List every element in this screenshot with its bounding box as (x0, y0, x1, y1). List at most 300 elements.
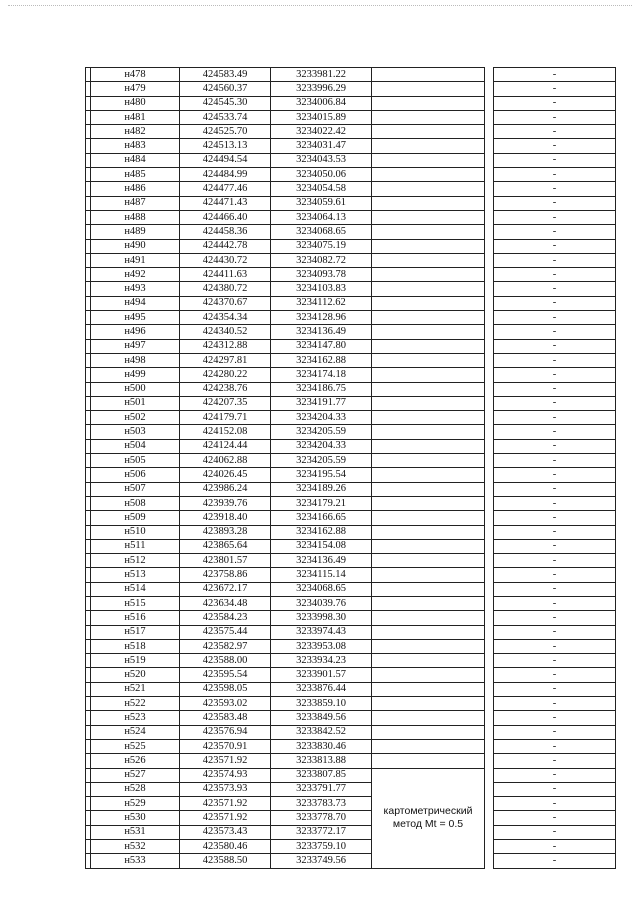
point-id-cell: н499 (91, 368, 180, 382)
x-coordinate-cell: 424471.43 (180, 196, 271, 210)
y-coordinate-cell: 3234022.42 (271, 125, 372, 139)
x-coordinate-cell: 423593.02 (180, 697, 271, 711)
x-coordinate-cell: 424494.54 (180, 153, 271, 167)
point-id-cell: н492 (91, 268, 180, 282)
method-cell (372, 439, 485, 453)
coordinates-sheet (85, 67, 616, 869)
y-coordinate-cell: 3234195.54 (271, 468, 372, 482)
method-cell (372, 153, 485, 167)
y-coordinate-cell: 3233974.43 (271, 625, 372, 639)
table-row (86, 325, 616, 339)
y-coordinate-cell: 3233759.10 (271, 840, 372, 854)
table-row (86, 368, 616, 382)
y-coordinate-cell: 3233859.10 (271, 697, 372, 711)
point-id-cell: н494 (91, 296, 180, 310)
method-cell (372, 253, 485, 267)
point-id-cell: н504 (91, 439, 180, 453)
dash-cell: - (494, 511, 616, 525)
scan-artifact (8, 5, 632, 10)
spacer-cell (485, 596, 494, 610)
spacer-cell (485, 425, 494, 439)
spacer-cell (485, 239, 494, 253)
table-row (86, 282, 616, 296)
point-id-cell: н531 (91, 825, 180, 839)
spacer-cell (485, 654, 494, 668)
point-id-cell: н490 (91, 239, 180, 253)
spacer-cell (485, 139, 494, 153)
point-id-cell: н513 (91, 568, 180, 582)
method-cell (372, 482, 485, 496)
y-coordinate-cell: 3234162.88 (271, 353, 372, 367)
point-id-cell: н518 (91, 639, 180, 653)
method-cell (372, 182, 485, 196)
y-coordinate-cell: 3234154.08 (271, 539, 372, 553)
dash-cell: - (494, 110, 616, 124)
dash-cell: - (494, 225, 616, 239)
y-coordinate-cell: 3234059.61 (271, 196, 372, 210)
y-coordinate-cell: 3234162.88 (271, 525, 372, 539)
y-coordinate-cell: 3234112.62 (271, 296, 372, 310)
table-row (86, 153, 616, 167)
point-id-cell: н478 (91, 68, 180, 82)
point-id-cell: н505 (91, 454, 180, 468)
spacer-cell (485, 411, 494, 425)
table-row (86, 840, 616, 854)
x-coordinate-cell: 424484.99 (180, 168, 271, 182)
dash-cell: - (494, 539, 616, 553)
x-coordinate-cell: 424442.78 (180, 239, 271, 253)
method-cell (372, 754, 485, 768)
method-cell (372, 110, 485, 124)
spacer-cell (485, 539, 494, 553)
table-row (86, 296, 616, 310)
point-id-cell: н525 (91, 739, 180, 753)
method-cell (372, 68, 485, 82)
method-cell (372, 639, 485, 653)
table-row (86, 668, 616, 682)
y-coordinate-cell: 3233791.77 (271, 782, 372, 796)
method-cell (372, 311, 485, 325)
point-id-cell: н526 (91, 754, 180, 768)
x-coordinate-cell: 423588.50 (180, 854, 271, 868)
spacer-cell (485, 496, 494, 510)
spacer-cell (485, 353, 494, 367)
table-row (86, 511, 616, 525)
point-id-cell: н532 (91, 840, 180, 854)
table-row (86, 611, 616, 625)
dash-cell: - (494, 168, 616, 182)
method-cell (372, 739, 485, 753)
point-id-cell: н498 (91, 353, 180, 367)
x-coordinate-cell: 424062.88 (180, 454, 271, 468)
table-row (86, 239, 616, 253)
table-row (86, 639, 616, 653)
method-label-line2: метод Mt = 0.5 (392, 818, 464, 831)
table-row (86, 196, 616, 210)
point-id-cell: н502 (91, 411, 180, 425)
spacer-cell (485, 396, 494, 410)
y-coordinate-cell: 3233813.88 (271, 754, 372, 768)
spacer-cell (485, 811, 494, 825)
method-cell (372, 210, 485, 224)
method-cell (372, 568, 485, 582)
table-row (86, 782, 616, 796)
table-row (86, 739, 616, 753)
point-id-cell: н486 (91, 182, 180, 196)
spacer-cell (485, 454, 494, 468)
table-row (86, 682, 616, 696)
x-coordinate-cell: 424354.34 (180, 311, 271, 325)
method-cell (372, 239, 485, 253)
method-cell (372, 454, 485, 468)
table-row (86, 854, 616, 868)
table-row (86, 768, 616, 782)
table-row (86, 68, 616, 82)
method-cell (372, 382, 485, 396)
y-coordinate-cell: 3234031.47 (271, 139, 372, 153)
point-id-cell: н489 (91, 225, 180, 239)
table-row (86, 82, 616, 96)
method-cell (372, 625, 485, 639)
method-cell (372, 196, 485, 210)
x-coordinate-cell: 424297.81 (180, 353, 271, 367)
point-id-cell: н533 (91, 854, 180, 868)
x-coordinate-cell: 423595.54 (180, 668, 271, 682)
y-coordinate-cell: 3234136.49 (271, 325, 372, 339)
y-coordinate-cell: 3233783.73 (271, 797, 372, 811)
spacer-cell (485, 840, 494, 854)
table-row (86, 825, 616, 839)
point-id-cell: н496 (91, 325, 180, 339)
y-coordinate-cell: 3233849.56 (271, 711, 372, 725)
table-row (86, 582, 616, 596)
y-coordinate-cell: 3233749.56 (271, 854, 372, 868)
point-id-cell: н487 (91, 196, 180, 210)
table-row (86, 96, 616, 110)
method-cell (372, 582, 485, 596)
dash-cell: - (494, 725, 616, 739)
method-merged-cell (372, 768, 485, 868)
x-coordinate-cell: 423573.93 (180, 782, 271, 796)
dash-cell: - (494, 668, 616, 682)
y-coordinate-cell: 3234068.65 (271, 582, 372, 596)
spacer-cell (485, 697, 494, 711)
spacer-cell (485, 339, 494, 353)
method-cell (372, 496, 485, 510)
point-id-cell: н495 (91, 311, 180, 325)
y-coordinate-cell: 3233996.29 (271, 82, 372, 96)
point-id-cell: н521 (91, 682, 180, 696)
table-row (86, 554, 616, 568)
method-cell (372, 682, 485, 696)
table-row (86, 797, 616, 811)
y-coordinate-cell: 3233842.52 (271, 725, 372, 739)
y-coordinate-cell: 3233953.08 (271, 639, 372, 653)
dash-cell: - (494, 296, 616, 310)
point-id-cell: н530 (91, 811, 180, 825)
spacer-cell (485, 325, 494, 339)
spacer-cell (485, 153, 494, 167)
dash-cell: - (494, 439, 616, 453)
dash-cell: - (494, 739, 616, 753)
method-cell (372, 125, 485, 139)
spacer-cell (485, 96, 494, 110)
x-coordinate-cell: 423598.05 (180, 682, 271, 696)
dash-cell: - (494, 768, 616, 782)
dash-cell: - (494, 411, 616, 425)
spacer-cell (485, 582, 494, 596)
dash-cell: - (494, 68, 616, 82)
y-coordinate-cell: 3233807.85 (271, 768, 372, 782)
y-coordinate-cell: 3234179.21 (271, 496, 372, 510)
x-coordinate-cell: 424458.36 (180, 225, 271, 239)
x-coordinate-cell: 424583.49 (180, 68, 271, 82)
point-id-cell: н514 (91, 582, 180, 596)
dash-cell: - (494, 353, 616, 367)
dash-cell: - (494, 382, 616, 396)
spacer-cell (485, 554, 494, 568)
y-coordinate-cell: 3234115.14 (271, 568, 372, 582)
dash-cell: - (494, 139, 616, 153)
dash-cell: - (494, 568, 616, 582)
table-row (86, 654, 616, 668)
spacer-cell (485, 110, 494, 124)
point-id-cell: н493 (91, 282, 180, 296)
method-cell (372, 425, 485, 439)
spacer-cell (485, 739, 494, 753)
method-cell (372, 139, 485, 153)
table-row (86, 110, 616, 124)
x-coordinate-cell: 423576.94 (180, 725, 271, 739)
y-coordinate-cell: 3233830.46 (271, 739, 372, 753)
method-cell (372, 554, 485, 568)
y-coordinate-cell: 3234054.58 (271, 182, 372, 196)
method-cell (372, 697, 485, 711)
x-coordinate-cell: 423588.00 (180, 654, 271, 668)
x-coordinate-cell: 423672.17 (180, 582, 271, 596)
method-cell (372, 282, 485, 296)
y-coordinate-cell: 3234068.65 (271, 225, 372, 239)
spacer-cell (485, 725, 494, 739)
x-coordinate-cell: 423573.43 (180, 825, 271, 839)
table-row (86, 125, 616, 139)
spacer-cell (485, 611, 494, 625)
x-coordinate-cell: 423758.86 (180, 568, 271, 582)
dash-cell: - (494, 425, 616, 439)
spacer-cell (485, 182, 494, 196)
x-coordinate-cell: 423918.40 (180, 511, 271, 525)
x-coordinate-cell: 424466.40 (180, 210, 271, 224)
coordinates-table-body (86, 68, 616, 869)
table-row (86, 711, 616, 725)
spacer-cell (485, 482, 494, 496)
dash-cell: - (494, 582, 616, 596)
x-coordinate-cell: 424513.13 (180, 139, 271, 153)
dash-cell: - (494, 468, 616, 482)
point-id-cell: н506 (91, 468, 180, 482)
spacer-cell (485, 196, 494, 210)
method-cell (372, 611, 485, 625)
method-cell (372, 296, 485, 310)
method-cell (372, 96, 485, 110)
y-coordinate-cell: 3234204.33 (271, 411, 372, 425)
dash-cell: - (494, 482, 616, 496)
point-id-cell: н511 (91, 539, 180, 553)
dash-cell: - (494, 525, 616, 539)
spacer-cell (485, 282, 494, 296)
dash-cell: - (494, 625, 616, 639)
dash-cell: - (494, 282, 616, 296)
spacer-cell (485, 625, 494, 639)
dash-cell: - (494, 311, 616, 325)
spacer-cell (485, 210, 494, 224)
spacer-cell (485, 525, 494, 539)
method-cell (372, 596, 485, 610)
x-coordinate-cell: 424026.45 (180, 468, 271, 482)
x-coordinate-cell: 423580.46 (180, 840, 271, 854)
table-row (86, 525, 616, 539)
dash-cell: - (494, 96, 616, 110)
spacer-cell (485, 568, 494, 582)
y-coordinate-cell: 3234093.78 (271, 268, 372, 282)
x-coordinate-cell: 424525.70 (180, 125, 271, 139)
y-coordinate-cell: 3234043.53 (271, 153, 372, 167)
dash-cell: - (494, 754, 616, 768)
x-coordinate-cell: 424477.46 (180, 182, 271, 196)
point-id-cell: н528 (91, 782, 180, 796)
spacer-cell (485, 82, 494, 96)
point-id-cell: н484 (91, 153, 180, 167)
method-cell (372, 168, 485, 182)
spacer-cell (485, 511, 494, 525)
method-cell (372, 654, 485, 668)
dash-cell: - (494, 782, 616, 796)
x-coordinate-cell: 424312.88 (180, 339, 271, 353)
dash-cell: - (494, 711, 616, 725)
x-coordinate-cell: 424124.44 (180, 439, 271, 453)
y-coordinate-cell: 3234189.26 (271, 482, 372, 496)
table-row (86, 596, 616, 610)
x-coordinate-cell: 424340.52 (180, 325, 271, 339)
point-id-cell: н510 (91, 525, 180, 539)
dash-cell: - (494, 854, 616, 868)
dash-cell: - (494, 82, 616, 96)
spacer-cell (485, 268, 494, 282)
spacer-cell (485, 682, 494, 696)
x-coordinate-cell: 423893.28 (180, 525, 271, 539)
table-row (86, 425, 616, 439)
x-coordinate-cell: 424560.37 (180, 82, 271, 96)
dash-cell: - (494, 368, 616, 382)
x-coordinate-cell: 423570.91 (180, 739, 271, 753)
coordinates-table (85, 67, 616, 869)
y-coordinate-cell: 3234006.84 (271, 96, 372, 110)
point-id-cell: н515 (91, 596, 180, 610)
dash-cell: - (494, 682, 616, 696)
method-cell (372, 339, 485, 353)
table-row (86, 411, 616, 425)
dash-cell: - (494, 654, 616, 668)
dash-cell: - (494, 210, 616, 224)
point-id-cell: н517 (91, 625, 180, 639)
method-cell (372, 396, 485, 410)
table-row (86, 439, 616, 453)
table-row (86, 139, 616, 153)
x-coordinate-cell: 424370.67 (180, 296, 271, 310)
y-coordinate-cell: 3233772.17 (271, 825, 372, 839)
point-id-cell: н485 (91, 168, 180, 182)
table-row (86, 725, 616, 739)
spacer-cell (485, 782, 494, 796)
point-id-cell: н500 (91, 382, 180, 396)
y-coordinate-cell: 3234205.59 (271, 425, 372, 439)
table-row (86, 268, 616, 282)
y-coordinate-cell: 3234147.80 (271, 339, 372, 353)
table-row (86, 496, 616, 510)
dash-cell: - (494, 454, 616, 468)
point-id-cell: н520 (91, 668, 180, 682)
spacer-cell (485, 368, 494, 382)
x-coordinate-cell: 423986.24 (180, 482, 271, 496)
dash-cell: - (494, 196, 616, 210)
dash-cell: - (494, 239, 616, 253)
y-coordinate-cell: 3234128.96 (271, 311, 372, 325)
dash-cell: - (494, 840, 616, 854)
y-coordinate-cell: 3234064.13 (271, 210, 372, 224)
point-id-cell: н503 (91, 425, 180, 439)
dash-cell: - (494, 611, 616, 625)
table-row (86, 454, 616, 468)
method-cell (372, 268, 485, 282)
table-row (86, 697, 616, 711)
point-id-cell: н523 (91, 711, 180, 725)
dash-cell: - (494, 554, 616, 568)
table-row (86, 468, 616, 482)
spacer-cell (485, 668, 494, 682)
x-coordinate-cell: 423939.76 (180, 496, 271, 510)
point-id-cell: н524 (91, 725, 180, 739)
dash-cell: - (494, 268, 616, 282)
x-coordinate-cell: 423571.92 (180, 754, 271, 768)
point-id-cell: н488 (91, 210, 180, 224)
y-coordinate-cell: 3234186.75 (271, 382, 372, 396)
spacer-cell (485, 125, 494, 139)
y-coordinate-cell: 3234082.72 (271, 253, 372, 267)
y-coordinate-cell: 3234166.65 (271, 511, 372, 525)
method-cell (372, 82, 485, 96)
x-coordinate-cell: 424380.72 (180, 282, 271, 296)
table-row (86, 168, 616, 182)
table-row (86, 210, 616, 224)
point-id-cell: н479 (91, 82, 180, 96)
dash-cell: - (494, 325, 616, 339)
method-cell (372, 711, 485, 725)
y-coordinate-cell: 3233901.57 (271, 668, 372, 682)
spacer-cell (485, 711, 494, 725)
dash-cell: - (494, 396, 616, 410)
spacer-cell (485, 439, 494, 453)
x-coordinate-cell: 424238.76 (180, 382, 271, 396)
spacer-cell (485, 825, 494, 839)
y-coordinate-cell: 3233998.30 (271, 611, 372, 625)
table-row (86, 754, 616, 768)
method-cell (372, 225, 485, 239)
method-cell (372, 411, 485, 425)
x-coordinate-cell: 424179.71 (180, 411, 271, 425)
dash-cell: - (494, 253, 616, 267)
method-cell (372, 468, 485, 482)
dash-cell: - (494, 697, 616, 711)
